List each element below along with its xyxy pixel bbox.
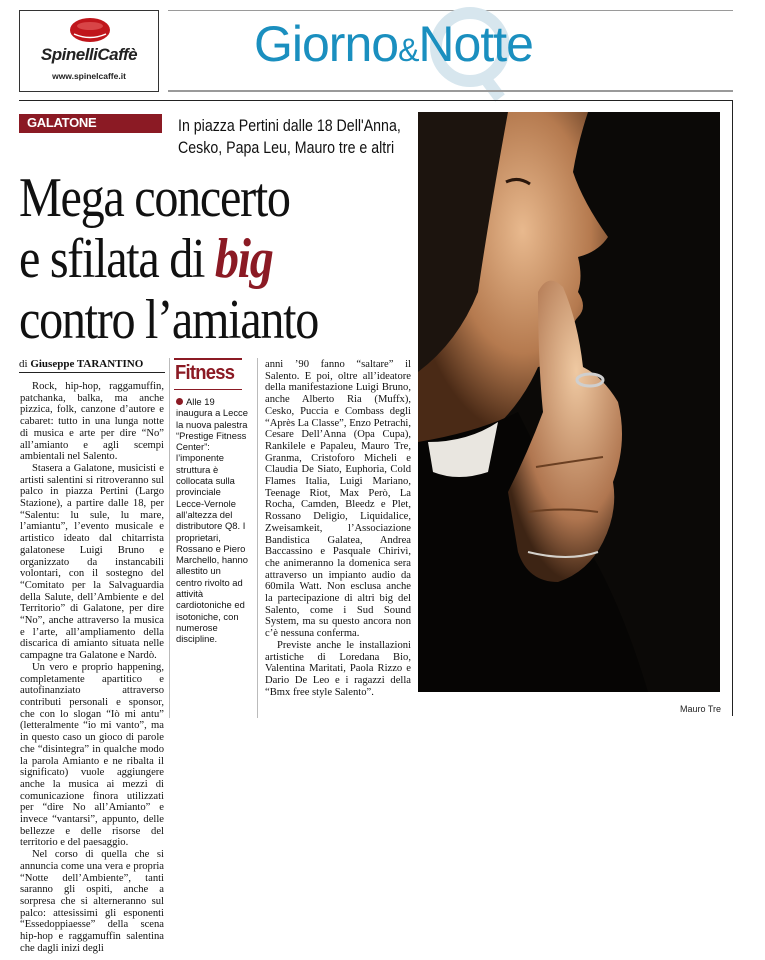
byline <box>19 358 143 370</box>
column-divider <box>169 358 170 718</box>
headline-line-2-text: e sfilata di <box>19 228 215 290</box>
article-paragraph: Previste anche le installazioni artistiche di Loredana Bio, Valentina Maritati, Paola Rizzo e Dario De Leo e i ragazzi della “Bmx free style Salento”. <box>265 639 411 698</box>
headline-line-2 <box>19 229 423 290</box>
article-subtitle: In piazza Pertini dalle 18 Dell'Anna, Cesko, Papa Leu, Mauro tre e altri <box>178 117 401 157</box>
section-title-left: Giorno <box>254 16 399 72</box>
photo-caption: Mauro Tre <box>680 704 722 714</box>
fitness-box-text: Alle 19 inaugura a Lecce la nuova palestra “Prestige Fitness Center”: l’imponente struttura è collocata sulla provinciale Lecce-Vernole all’altezza del distributore Q8. I proprietari, Rossano e Piero Marchello, hanno allestito un centro rivolto ad attività cardiotoniche ed isotoniche, con numerose discipline. <box>176 396 248 645</box>
fitness-rule-top <box>174 358 242 360</box>
byline-prefix: di <box>19 358 28 370</box>
fitness-rule-mid <box>174 389 242 390</box>
section-title-right: Notte <box>418 16 533 72</box>
column-divider <box>257 358 258 718</box>
article-paragraph: Un vero e proprio happening, completamente apartitico e autofinanziato attraverso contributi personali e sponsor, che con lo slogan “Iò mi antu” (letteralmente “io mi vanto”, ma in questo caso un gioco di parole che “disintegra” in qualche modo la parola Amianto e ne ribalta il significato) vuole aggiungere anche la musica ai mezzi di comunicazione finora utilizzati per “dire No all’Amianto” e invece “vantarsi”, appunto, delle bellezze e delle risorse del territorio e del paesaggio. <box>20 661 164 849</box>
article-headline <box>19 168 423 351</box>
headline-line-3: contro l’amianto <box>19 289 318 351</box>
fitness-box-title: Fitness <box>175 362 235 384</box>
portrait-photo <box>418 112 720 692</box>
bullet-dot-icon <box>176 398 183 405</box>
spinelli-caffe-logo <box>19 10 159 92</box>
byline-author: Giuseppe TARANTINO <box>30 358 144 370</box>
profile-portrait-illustration-icon <box>418 112 720 692</box>
byline-rule <box>19 372 165 373</box>
article-paragraph: Nel corso di quella che si annuncia come una vera e propria “Notte dell’Ambiente”, tanti saranno gli ospiti, anche a sorpresa che si alterneranno sul palco: attesissimi gli esponenti “Essedoppiaesse” della scena hip-hop e raggamuffin salentina che dagli inizi degli <box>20 849 164 954</box>
headline-line-1: Mega concerto <box>19 167 290 229</box>
article-paragraph: Rock, hip-hop, raggamuffin, patchanka, balka, ma anche pizzica, folk, canzone d’autore e cabaret: tutto in una lunga notte di musica e arte per dire “No” all’amianto e agli scempi ambientali nel Salento. <box>20 381 164 463</box>
article-column-3 <box>265 359 411 698</box>
header-rule-bottom <box>168 90 733 92</box>
article-right-rule <box>732 100 733 716</box>
location-kicker <box>19 114 162 133</box>
article-paragraph: anni ’90 fanno “saltare” il Salento. E poi, oltre all’ideatore della manifestazione Luigi Bruno, anche Alberto Ria (Muffx), Cesko, Puccia e Combass degli “Après La Classe”, Enzo Petrachi, Cesare Dell’Anna (Opa Cupa), Rankilele e Papaleu, Mauro Tre, Granma, Cristoforo Micheli e Claudia De Siato, Euphoria, Cold Flames Italia, Luigi Mariano, Teenage Riot, Max Però, La Rocha, Camden, Bleedz e Plet, Rossano Deligio, Liquidalice, Zweisamkeit, l’Associazione Bandistica Galatea, Andrea Baccassino e Pasquale Chirivì, che animeranno la domenica sera attraverso un impianto audio da 60mila Watt. Non esclusa anche la partecipazione di altri big del Salento, come i Sud Sound System, ma su questo ancora non c’è nessuna conferma. <box>265 359 411 640</box>
coffee-cup-logo-icon <box>68 17 112 43</box>
article-top-rule <box>19 100 733 101</box>
article-column-1 <box>20 381 164 954</box>
logo-url: www.spinelcaffe.it <box>52 71 126 81</box>
fitness-box-body <box>176 396 248 645</box>
section-title <box>254 14 533 80</box>
headline-emphasis: big <box>214 228 273 290</box>
section-title-ampersand: & <box>398 32 419 68</box>
article-paragraph: Stasera a Galatone, musicisti e artisti salentini si ritroveranno sul palco in piazza Pertini (Largo Stazione), a partire dalle 18, per “Salentu: lu sule, lu mare, l’amiantu”, l’evento musicale e artistico ideato dal chitarrista galatonese Luigi Bruno e organizzato da instancabili volontari, con il sostegno del “Comitato per la Salvaguardia della Salute, dell’Ambiente e del Territorio” di Galatone, per dire “No”, anche attraverso la musica e l’arte, all’ampliamento della discarica di amianto situata nelle campagne tra Galatone e Nardò. <box>20 462 164 662</box>
logo-name: SpinelliCaffè <box>40 45 138 64</box>
location-kicker-label: GALATONE <box>27 115 97 130</box>
